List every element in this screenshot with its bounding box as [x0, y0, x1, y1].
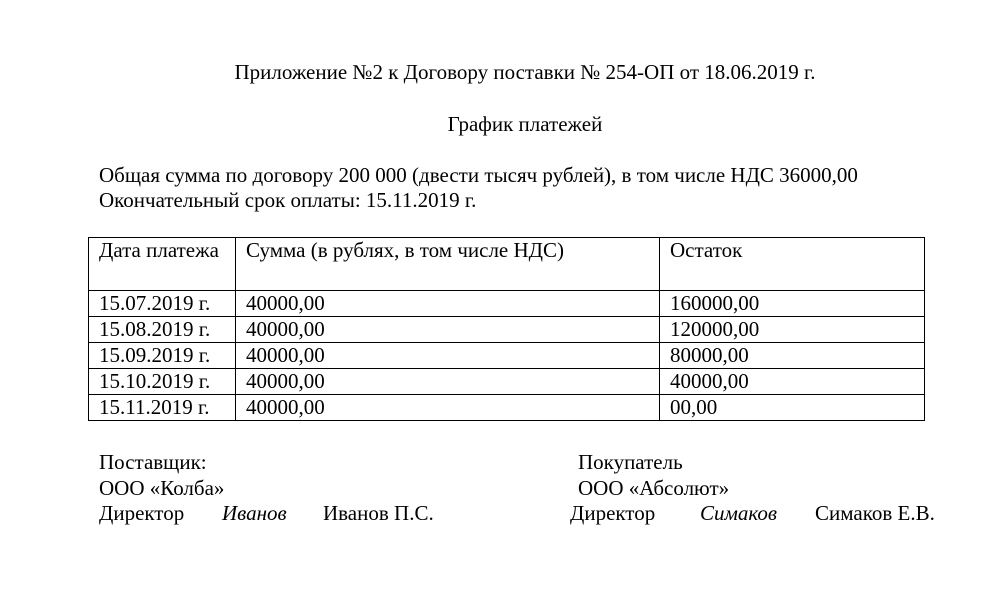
table-row: [89, 317, 925, 343]
cell-amount: 40000,00: [236, 291, 660, 317]
document-title: Приложение №2 к Договору поставки № 254-ОП от 18.06.2019 г.: [234, 60, 816, 84]
cell-amount: 40000,00: [236, 369, 660, 395]
cell-date: 15.10.2019 г.: [89, 369, 236, 395]
buyer-person-name: Симаков Е.В.: [815, 501, 935, 525]
cell-balance: 160000,00: [660, 291, 925, 317]
supplier-signature: Иванов: [222, 501, 287, 525]
supplier-label: Поставщик:: [99, 450, 207, 474]
cell-amount: 40000,00: [236, 343, 660, 369]
table-header-row: [89, 238, 925, 291]
cell-balance: 80000,00: [660, 343, 925, 369]
supplier-company: ООО «Колба»: [99, 476, 225, 500]
header-balance: Остаток: [660, 238, 925, 291]
cell-date: 15.09.2019 г.: [89, 343, 236, 369]
cell-date: 15.11.2019 г.: [89, 395, 236, 421]
payment-deadline-text: Окончательный срок оплаты: 15.11.2019 г.: [99, 188, 477, 212]
cell-date: 15.07.2019 г.: [89, 291, 236, 317]
cell-amount: 40000,00: [236, 317, 660, 343]
buyer-label: Покупатель: [578, 450, 683, 474]
cell-balance: 00,00: [660, 395, 925, 421]
cell-balance: 120000,00: [660, 317, 925, 343]
table-row: [89, 291, 925, 317]
table-row: [89, 395, 925, 421]
document-subtitle: График платежей: [447, 112, 603, 136]
table-row: [89, 369, 925, 395]
buyer-signature: Симаков: [700, 501, 778, 525]
buyer-company: ООО «Абсолют»: [578, 476, 730, 500]
buyer-position: Директор: [570, 501, 656, 525]
cell-amount: 40000,00: [236, 395, 660, 421]
table-row: [89, 343, 925, 369]
cell-balance: 40000,00: [660, 369, 925, 395]
supplier-position: Директор: [99, 501, 185, 525]
payment-schedule-table: [88, 237, 925, 421]
cell-date: 15.08.2019 г.: [89, 317, 236, 343]
header-amount: Сумма (в рублях, в том числе НДС): [236, 238, 660, 291]
supplier-person-name: Иванов П.С.: [323, 501, 434, 525]
contract-total-text: Общая сумма по договору 200 000 (двести тысяч рублей), в том числе НДС 36000,00: [99, 163, 858, 187]
header-payment-date: Дата платежа: [89, 238, 236, 291]
